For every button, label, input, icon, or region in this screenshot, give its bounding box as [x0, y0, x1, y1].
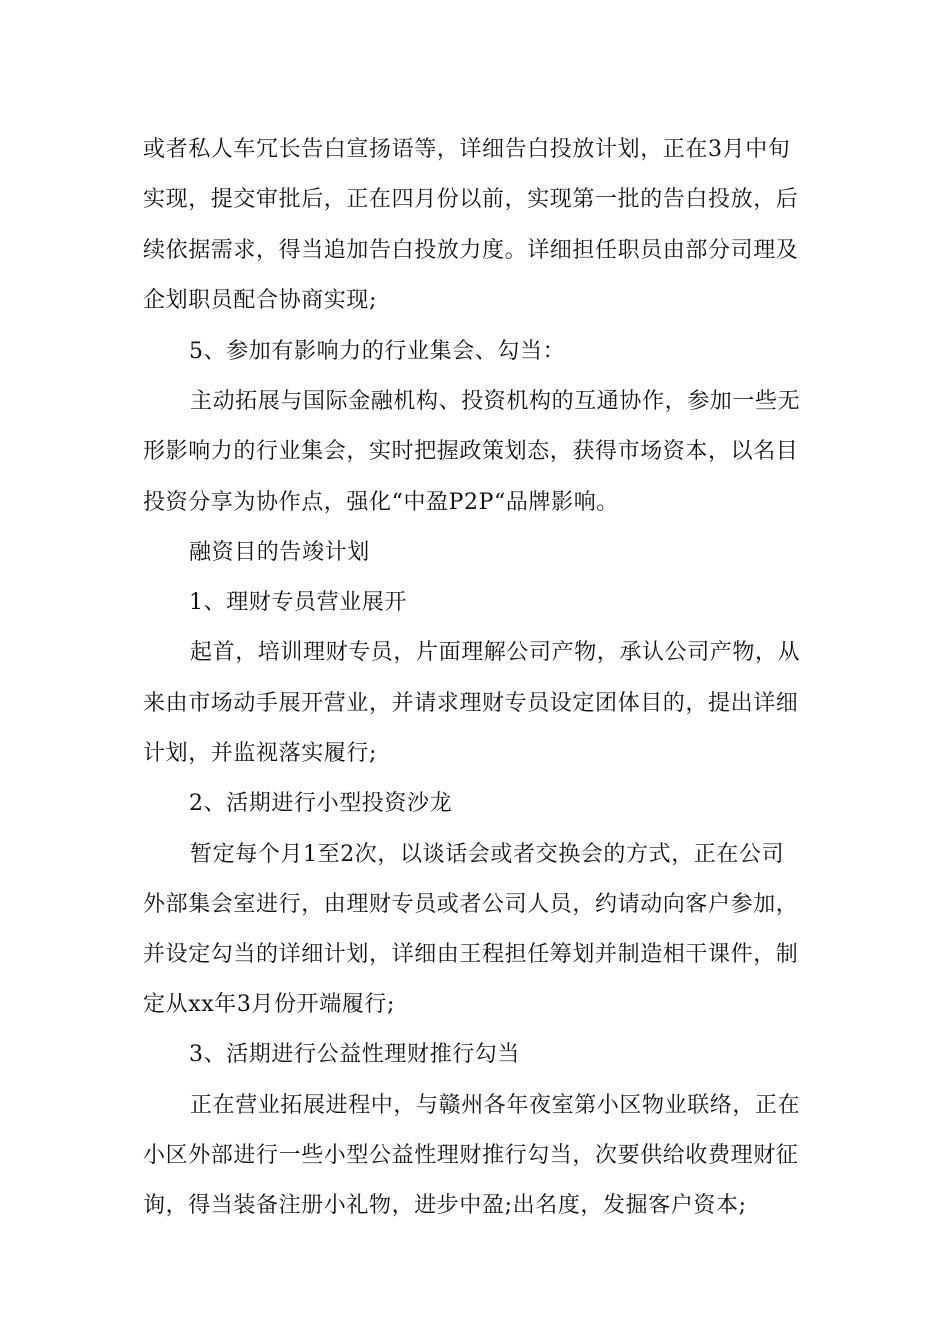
- list-heading: 3、活期进行公益性理财推行勾当: [189, 1042, 520, 1067]
- text-line: 正在营业拓展进程中，与赣州各年夜室第小区物业联络，正在: [190, 1093, 801, 1118]
- text-line: 或者私人车冗长告白宣扬语等，详细告白投放计划，正在3月中旬: [143, 137, 791, 162]
- text-line: 起首，培训理财专员，片面理解公司产物，承认公司产物，从: [190, 640, 801, 665]
- text-line: 形影响力的行业集会，实时把握政策划态，获得市场资本，以名目: [143, 439, 799, 464]
- text-line: 询，得当装备注册小礼物，进步中盈;出名度，发掘客户资本;: [143, 1193, 747, 1218]
- text-line: 定从xx年3月份开端履行;: [143, 992, 396, 1017]
- text-line: 企划职员配合协商实现;: [143, 288, 378, 313]
- text-line: 续依据需求，得当追加告白投放力度。详细担任职员由部分司理及: [143, 238, 799, 263]
- text-line: 实现，提交审批后，正在四月份以前，实现第一批的告白投放，后: [143, 187, 799, 212]
- text-line: 暂定每个月1至2次，以谈话会或者交换会的方式，正在公司: [190, 842, 785, 867]
- text-line: 来由市场动手展开营业，并请求理财专员设定团体目的，提出详细: [143, 691, 799, 716]
- list-heading: 2、活期进行小型投资沙龙: [189, 791, 453, 816]
- list-heading: 5、参加有影响力的行业集会、勾当：: [189, 339, 566, 364]
- text-line: 并设定勾当的详细计划，详细由王程担任筹划并制造相干课件，制: [143, 942, 799, 967]
- text-line: 主动拓展与国际金融机构、投资机构的互通协作，参加一些无: [190, 389, 801, 414]
- text-line: 计划，并监视落实履行;: [143, 741, 378, 766]
- list-heading: 1、理财专员营业展开: [189, 590, 407, 615]
- text-line: 投资分享为协作点，强化“中盈P2P“品牌影响。: [143, 490, 619, 515]
- section-heading: 融资目的告竣计划: [189, 540, 370, 565]
- text-line: 小区外部进行一些小型公益性理财推行勾当，次要供给收费理财征: [143, 1143, 799, 1168]
- text-line: 外部集会室进行，由理财专员或者公司人员，约请动向客户参加，: [143, 892, 799, 917]
